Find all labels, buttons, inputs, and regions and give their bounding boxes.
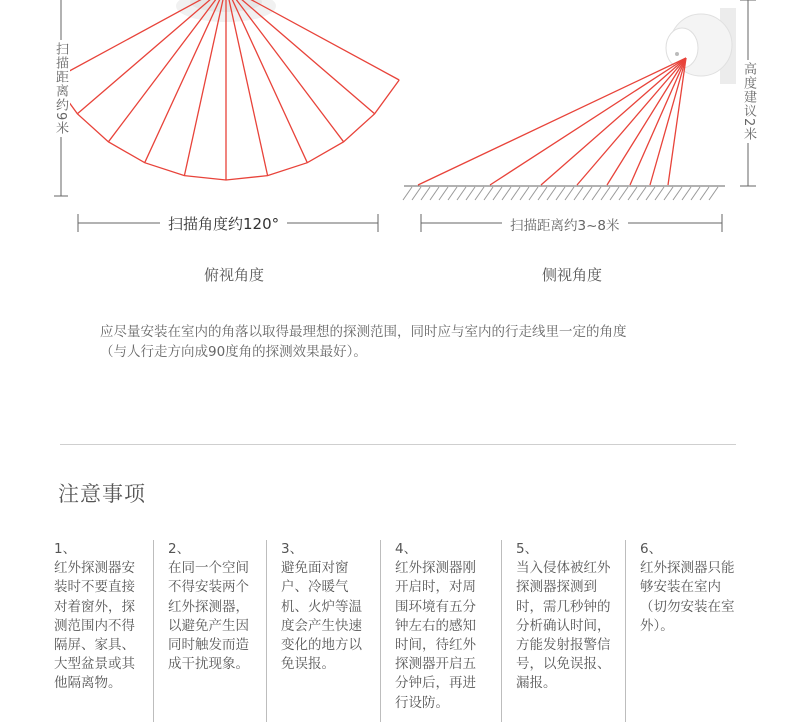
- side-beam: [577, 58, 686, 185]
- fan-ray: [184, 0, 226, 176]
- precaution-item-6: [625, 540, 737, 722]
- side-beam: [490, 58, 686, 185]
- side-view-caption: 侧视角度: [541, 266, 602, 284]
- item-number: 5、: [516, 541, 539, 557]
- item-text: 红外探测器刚开启时，对周围环境有五分钟左右的感知时间，待红外探测器开启五分钟后，再进行设防。: [395, 560, 476, 711]
- note-line-1: 应尽量安装在室内的角落以取得最理想的探测范围，同时应与室内的行走线里一定的角度: [100, 324, 627, 340]
- note-line-2: （与人行走方向成90度角的探测效果最好）。: [100, 344, 367, 360]
- top-view-caption: 俯视角度: [203, 266, 264, 284]
- item-number: 3、: [281, 541, 304, 557]
- item-number: 1、: [54, 541, 77, 557]
- item-text: 红外探测器只能够安装在室内（切勿安装在室外）。: [640, 560, 735, 634]
- section-title: 注意事项: [58, 482, 146, 506]
- item-text: 当入侵体被红外探测器探测到时，需几秒钟的分析确认时间，方能发射报警信号，以免误报、漏报。: [516, 560, 611, 692]
- side-range-label: 扫描距离约3~8米: [502, 214, 628, 234]
- fan-ray: [226, 0, 307, 163]
- precaution-item-3: [266, 540, 372, 722]
- fan-ray: [108, 0, 226, 142]
- side-view-ground: [403, 186, 725, 200]
- item-number: 6、: [640, 541, 663, 557]
- side-beam: [541, 58, 686, 185]
- fan-ray: [145, 0, 226, 163]
- item-text: 红外探测器安装时不要直接对着窗外，探测范围内不得隔屏、家具、大型盆景或其他隔离物。: [54, 560, 135, 692]
- precaution-item-4: [380, 540, 488, 722]
- item-text: 避免面对窗户、冷暖气机、火炉等温度会产生快速变化的地方以免误报。: [281, 560, 362, 673]
- top-range-label: 扫描距离约9米: [53, 42, 68, 136]
- top-view-fan: [53, 0, 399, 180]
- precaution-item-1: [40, 540, 140, 722]
- item-text: 在同一个空间不得安装两个红外探测器，以避免产生因同时触发而造成干扰现象。: [168, 560, 249, 673]
- precaution-item-5: [501, 540, 613, 722]
- precautions-list: [40, 540, 760, 722]
- precaution-item-2: [153, 540, 259, 722]
- angle-label: 扫描角度约120°: [160, 213, 287, 234]
- side-view-beams: [418, 58, 686, 185]
- side-beam: [650, 58, 686, 185]
- height-label: 高度建议2米: [741, 62, 756, 142]
- item-number: 4、: [395, 541, 418, 557]
- detection-diagram: [0, 0, 790, 320]
- installation-note: [100, 322, 720, 362]
- fan-ray: [226, 0, 268, 176]
- item-number: 2、: [168, 541, 191, 557]
- section-divider: [60, 444, 736, 445]
- fan-ray: [226, 0, 344, 142]
